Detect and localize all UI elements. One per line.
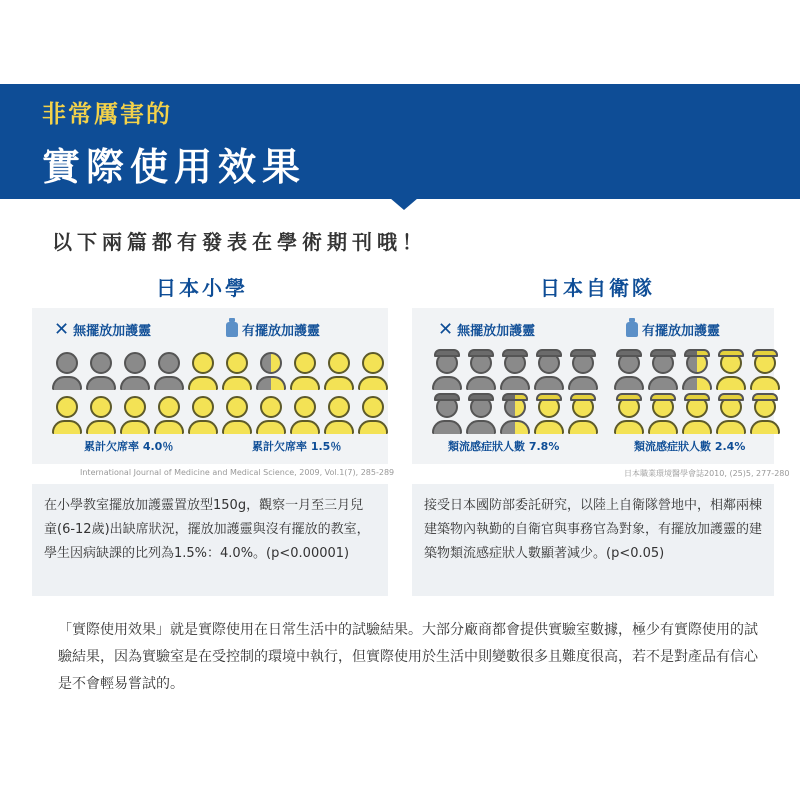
child-icon xyxy=(358,396,388,434)
school-legend-with xyxy=(226,320,320,339)
bottle-icon xyxy=(626,322,638,337)
child-icon xyxy=(358,352,388,390)
sdf-with-soldiers-grid xyxy=(614,352,784,434)
child-icon xyxy=(188,352,218,390)
child-icon xyxy=(324,352,354,390)
child-icon xyxy=(222,396,252,434)
bottle-icon xyxy=(226,322,238,337)
soldier-icon xyxy=(466,396,496,434)
soldier-icon xyxy=(682,396,712,434)
soldier-icon xyxy=(568,396,598,434)
school-with-children-grid xyxy=(222,352,392,434)
soldier-icon xyxy=(614,396,644,434)
sdf-citation: 日本職業環境醫學會誌2010, (25)5, 277-280 xyxy=(624,469,790,478)
child-icon xyxy=(290,352,320,390)
soldier-icon xyxy=(614,352,644,390)
child-icon xyxy=(154,396,184,434)
sdf-rate-without: 類流感症狀人數 7.8% xyxy=(448,440,560,453)
banner-eyebrow: 非常厲害的 xyxy=(42,100,172,128)
section-subheading: 以下兩篇都有發表在學術期刊哦！ xyxy=(52,230,427,254)
child-icon xyxy=(52,396,82,434)
school-description: 在小學教室擺放加護靈置放型150g，觀察一月至三月兒童(6-12歲)出缺席狀況，擺放加護靈與沒有擺放的教室，學生因病缺課的比列為1.5%：4.0%。(p<0.00001) xyxy=(32,484,388,596)
child-icon xyxy=(154,352,184,390)
soldier-icon xyxy=(682,352,712,390)
child-icon xyxy=(256,352,286,390)
legend-label: 有擺放加護靈 xyxy=(242,324,321,339)
child-icon xyxy=(120,396,150,434)
banner-headline: 實際使用效果 xyxy=(42,145,307,189)
school-rate-without: 累計欠席率 4.0％ xyxy=(84,440,174,453)
soldier-icon xyxy=(534,396,564,434)
school-study-title: 日本小學 xyxy=(156,276,248,300)
soldier-icon xyxy=(750,396,780,434)
child-icon xyxy=(222,352,252,390)
legend-label: 無擺放加護靈 xyxy=(457,324,536,339)
child-icon xyxy=(86,352,116,390)
legend-label: 無擺放加護靈 xyxy=(73,324,152,339)
soldier-icon xyxy=(716,396,746,434)
child-icon xyxy=(52,352,82,390)
sdf-legend-with xyxy=(626,320,720,339)
child-icon xyxy=(188,396,218,434)
soldier-icon xyxy=(432,352,462,390)
cross-icon: ✕ xyxy=(54,318,70,340)
soldier-icon xyxy=(716,352,746,390)
soldier-icon xyxy=(750,352,780,390)
child-icon xyxy=(324,396,354,434)
school-citation: International Journal of Medicine and Medical Science, 2009, Vol.1(7), 285-289 xyxy=(80,468,395,477)
soldier-icon xyxy=(648,396,678,434)
soldier-icon xyxy=(568,352,598,390)
legend-label: 有擺放加護靈 xyxy=(642,324,721,339)
soldier-icon xyxy=(648,352,678,390)
school-rate-with: 累計欠席率 1.5％ xyxy=(252,440,342,453)
cross-icon: ✕ xyxy=(438,318,454,340)
footnote-paragraph: 「實際使用效果」就是實際使用在日常生活中的試驗結果。大部分廠商都會提供實驗室數據，極少有實際使用的試驗結果，因為實驗室是在受控制的環境中執行，但實際使用於生活中則變數很多且難度很高，若不是對產品有信心是不會輕易嘗試的。 xyxy=(58,622,758,692)
sdf-without-soldiers-grid xyxy=(432,352,602,434)
child-icon xyxy=(290,396,320,434)
child-icon xyxy=(120,352,150,390)
child-icon xyxy=(86,396,116,434)
soldier-icon xyxy=(534,352,564,390)
school-without-children-grid xyxy=(52,352,222,434)
school-legend-without xyxy=(54,320,151,339)
soldier-icon xyxy=(500,352,530,390)
soldier-icon xyxy=(500,396,530,434)
child-icon xyxy=(256,396,286,434)
banner-pointer xyxy=(390,198,418,210)
sdf-rate-with: 類流感症狀人數 2.4% xyxy=(634,440,746,453)
sdf-study-title: 日本自衛隊 xyxy=(540,276,655,300)
soldier-icon xyxy=(432,396,462,434)
soldier-icon xyxy=(466,352,496,390)
sdf-description: 接受日本國防部委託研究，以陸上自衛隊營地中，相鄰兩棟建築物內執勤的自衛官與事務官為對象，有擺放加護靈的建築物類流感症狀人數顯著減少。(p<0.05) xyxy=(412,484,774,596)
sdf-legend-without xyxy=(438,320,535,339)
